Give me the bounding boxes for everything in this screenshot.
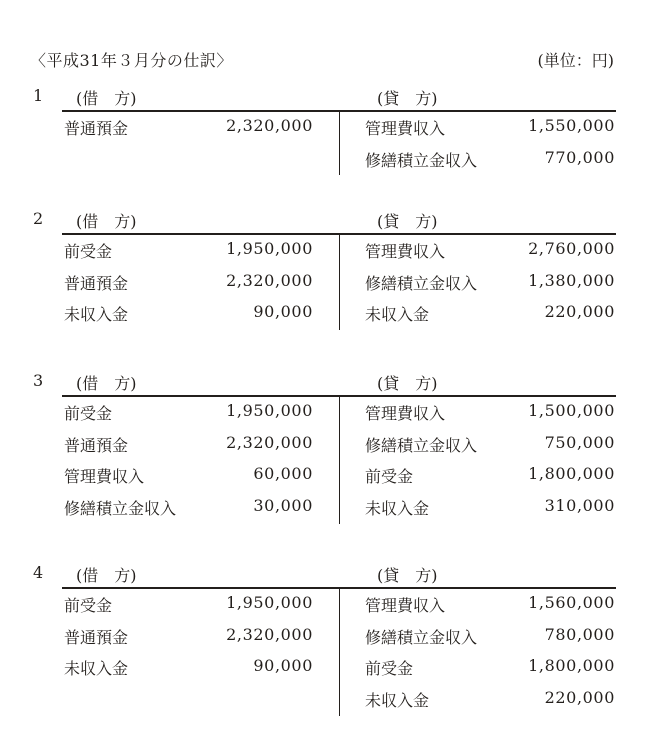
credit-label: (貸 方): [377, 566, 438, 585]
credit-amount: 770,000: [544, 147, 615, 167]
credit-account: 未収入金: [365, 691, 430, 711]
credit-account: 管理費収入: [365, 596, 446, 615]
unit-label: (単位：円): [537, 51, 614, 70]
credit-amount: 1,800,000: [528, 656, 615, 676]
debit-amount: 90,000: [253, 656, 313, 676]
debit-amount: 2,320,000: [226, 624, 313, 644]
debit-amount: 2,320,000: [226, 116, 313, 135]
credit-account: 修繕積立金収入: [365, 627, 478, 647]
credit-amount: 1,800,000: [528, 464, 615, 484]
debit-amount: 1,950,000: [226, 593, 313, 612]
column-divider: [339, 110, 340, 175]
debit-account: 普通預金: [64, 435, 129, 455]
debit-amount: 1,950,000: [226, 401, 313, 420]
credit-amount: 2,760,000: [528, 239, 615, 258]
credit-account: 前受金: [365, 467, 414, 487]
credit-account: 修繕積立金収入: [365, 150, 478, 170]
credit-amount: 310,000: [544, 496, 615, 516]
credit-amount: 1,550,000: [528, 116, 615, 135]
debit-amount: 90,000: [253, 302, 313, 322]
debit-amount: 1,950,000: [226, 239, 313, 258]
debit-amount: 2,320,000: [226, 270, 313, 290]
debit-label: (借 方): [76, 89, 137, 108]
credit-amount: 1,380,000: [528, 270, 615, 290]
journal-entry: [0, 371, 650, 551]
debit-account: 未収入金: [64, 659, 129, 679]
credit-account: 修繕積立金収入: [365, 435, 478, 455]
debit-account: 修繕積立金収入: [64, 499, 177, 519]
debit-amount: 60,000: [253, 464, 313, 484]
debit-account: 前受金: [64, 596, 113, 615]
debit-amount: 2,320,000: [226, 432, 313, 452]
column-divider: [339, 395, 340, 524]
credit-account: 未収入金: [365, 499, 430, 519]
debit-account: 未収入金: [64, 305, 129, 325]
debit-amount: 30,000: [253, 496, 313, 516]
credit-account: 修繕積立金収入: [365, 273, 478, 293]
credit-account: 管理費収入: [365, 404, 446, 423]
credit-amount: 750,000: [544, 432, 615, 452]
credit-label: (貸 方): [377, 374, 438, 393]
credit-amount: 1,560,000: [528, 593, 615, 612]
debit-label: (借 方): [76, 212, 137, 231]
credit-amount: 780,000: [544, 624, 615, 644]
debit-label: (借 方): [76, 566, 137, 585]
debit-label: (借 方): [76, 374, 137, 393]
debit-account: 普通預金: [64, 119, 129, 138]
journal-entry: [0, 209, 650, 389]
column-divider: [339, 233, 340, 330]
credit-amount: 220,000: [544, 302, 615, 322]
journal-header-title: 〈平成31年３月分の仕訳〉: [30, 51, 233, 70]
credit-account: 前受金: [365, 659, 414, 679]
entry-number: 1: [33, 86, 44, 105]
debit-account: 普通預金: [64, 627, 129, 647]
credit-label: (貸 方): [377, 89, 438, 108]
entry-number: 2: [33, 209, 44, 228]
debit-account: 管理費収入: [64, 467, 145, 487]
column-divider: [339, 587, 340, 716]
journal-entry: [0, 563, 650, 743]
credit-account: 管理費収入: [365, 119, 446, 138]
credit-account: 未収入金: [365, 305, 430, 325]
credit-amount: 220,000: [544, 688, 615, 708]
entry-number: 4: [33, 563, 44, 582]
credit-amount: 1,500,000: [528, 401, 615, 420]
debit-account: 前受金: [64, 404, 113, 423]
debit-account: 普通預金: [64, 273, 129, 293]
credit-account: 管理費収入: [365, 242, 446, 261]
debit-account: 前受金: [64, 242, 113, 261]
credit-label: (貸 方): [377, 212, 438, 231]
entry-number: 3: [33, 371, 44, 390]
